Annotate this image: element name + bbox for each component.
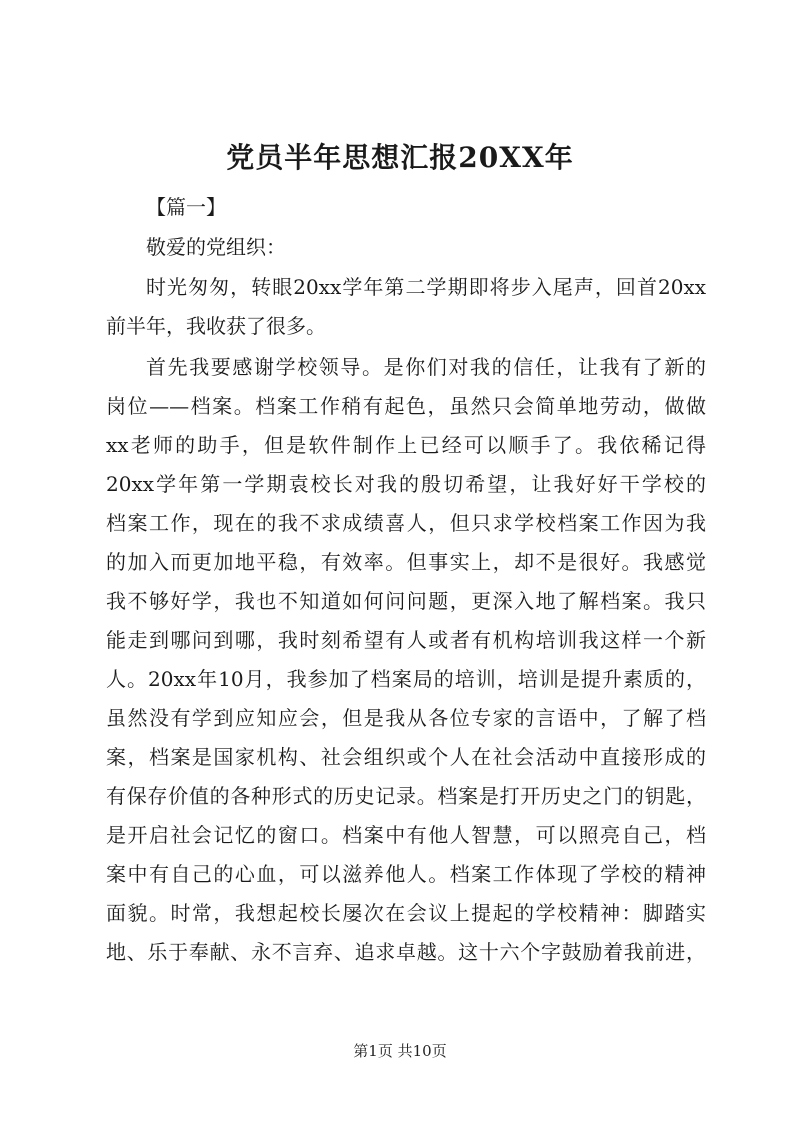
paragraph-2-line-6: 的加入而更加地平稳，有效率。但事实上，却不是很好。我感觉 bbox=[106, 550, 706, 574]
paragraph-2-line-14: 案中有自己的心血，可以滋养他人。档案工作体现了学校的精神 bbox=[106, 862, 706, 886]
paragraph-1-line-1: 时光匆匆，转眼20xx学年第二学期即将步入尾声，回首20xx bbox=[146, 275, 706, 299]
paragraph-2-line-5: 档案工作，现在的我不求成绩喜人，但只求学校档案工作因为我 bbox=[106, 511, 706, 535]
salutation: 敬爱的党组织： bbox=[146, 235, 286, 259]
paragraph-1-line-2: 前半年，我收获了很多。 bbox=[106, 314, 326, 338]
paragraph-2-line-12: 有保存价值的各种形式的历史记录。档案是打开历史之门的钥匙， bbox=[106, 784, 706, 808]
paragraph-2-line-10: 虽然没有学到应知应会，但是我从各位专家的言语中，了解了档 bbox=[106, 706, 706, 730]
paragraph-2-line-15: 面貌。时常，我想起校长屡次在会议上提起的学校精神：脚踏实 bbox=[106, 901, 706, 925]
paragraph-2-line-2: 岗位——档案。档案工作稍有起色，虽然只会简单地劳动，做做 bbox=[106, 394, 706, 418]
document-title: 党员半年思想汇报20XX年 bbox=[226, 141, 574, 174]
page-indicator: 第1页 共10页 bbox=[353, 1042, 447, 1060]
paragraph-2-line-11: 案，档案是国家机构、社会组织或个人在社会活动中直接形成的 bbox=[106, 745, 706, 769]
paragraph-2-line-3: xx老师的助手，但是软件制作上已经可以顺手了。我依稀记得 bbox=[106, 433, 706, 457]
paragraph-2-line-16: 地、乐于奉献、永不言弃、追求卓越。这十六个字鼓励着我前进， bbox=[106, 940, 706, 964]
paragraph-2-line-7: 我不够好学，我也不知道如何问问题，更深入地了解档案。我只 bbox=[106, 589, 706, 613]
paragraph-2-line-1: 首先我要感谢学校领导。是你们对我的信任，让我有了新的 bbox=[146, 355, 706, 379]
paragraph-2-line-4: 20xx学年第一学期袁校长对我的殷切希望，让我好好干学校的 bbox=[106, 472, 706, 496]
section-label: 【篇一】 bbox=[146, 195, 226, 219]
paragraph-2-line-8: 能走到哪问到哪，我时刻希望有人或者有机构培训我这样一个新 bbox=[106, 628, 706, 652]
paragraph-2-line-13: 是开启社会记忆的窗口。档案中有他人智慧，可以照亮自己，档 bbox=[106, 823, 706, 847]
paragraph-2-line-9: 人。20xx年10月，我参加了档案局的培训，培训是提升素质的， bbox=[106, 667, 706, 691]
